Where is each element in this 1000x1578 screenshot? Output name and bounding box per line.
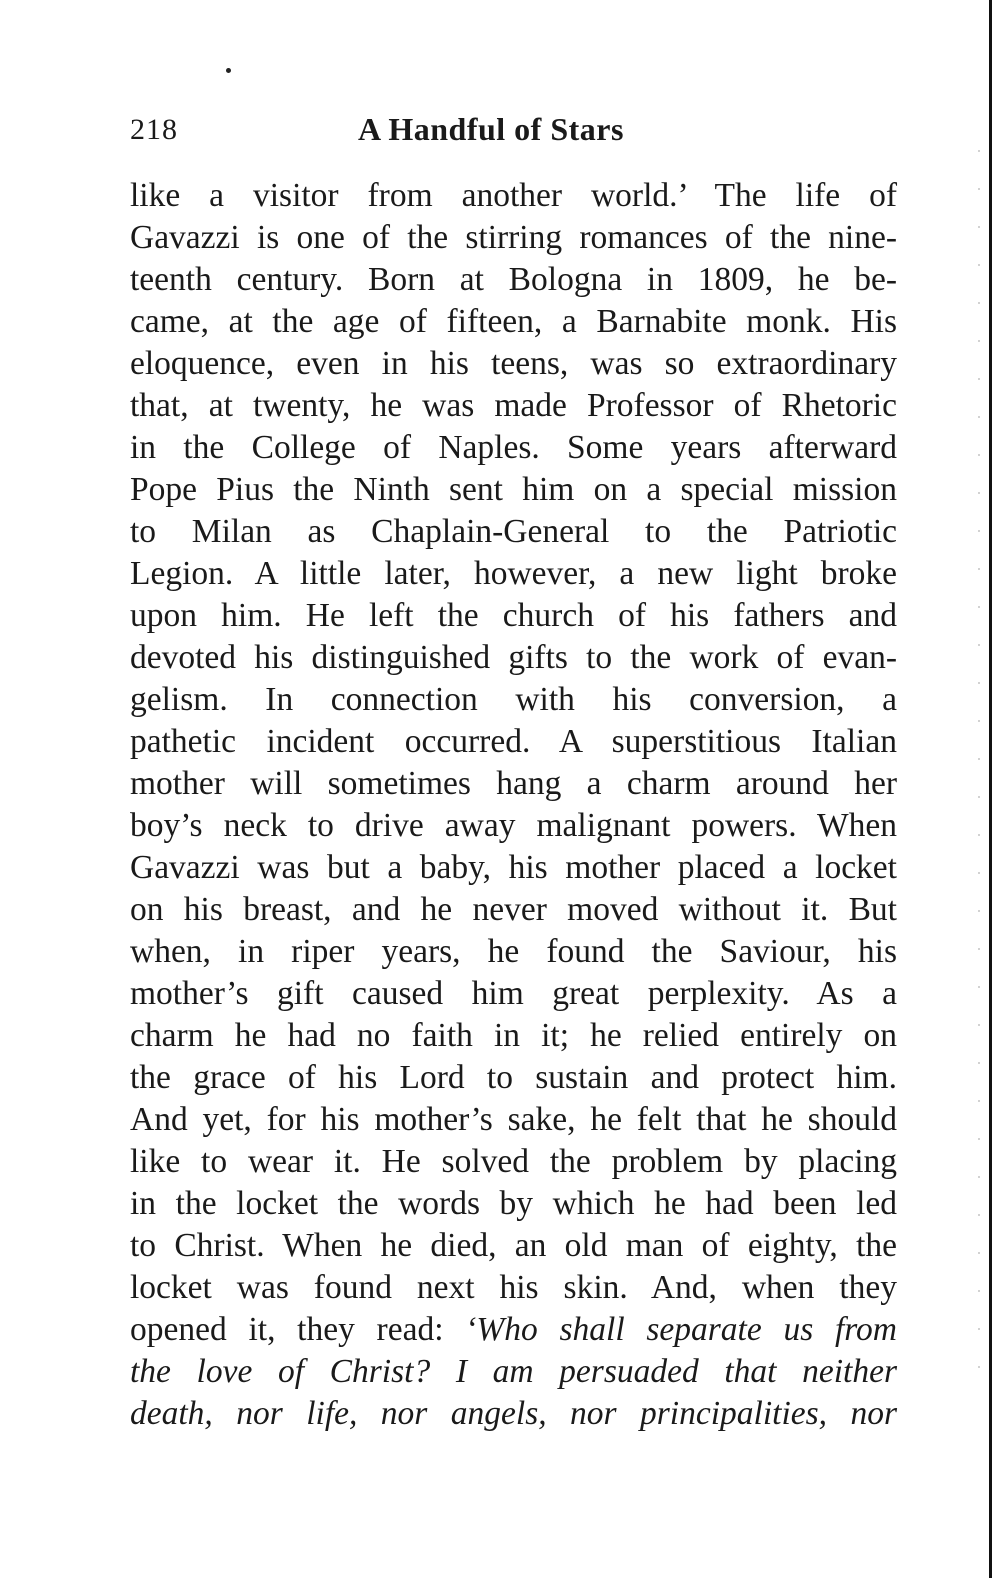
text-line: And yet, for his mother’s sake, he felt that he should [130,1101,897,1138]
quotation-line: death, nor life, nor angels, nor principalities, nor [130,1395,897,1432]
text-line: charm he had no faith in it; he relied entirely on [130,1017,897,1054]
scan-specks [978,150,980,1400]
text-line: pathetic incident occurred. A superstitious Italian [130,723,897,760]
text-line: to Milan as Chaplain-General to the Patriotic [130,513,897,550]
text-line: upon him. He left the church of his fathers and [130,597,897,634]
page-number: 218 [130,113,178,146]
text-line: in the locket the words by which he had been led [130,1185,897,1222]
body-text [130,175,897,1435]
running-title: A Handful of Stars [358,111,624,147]
text-line: eloquence, even in his teens, was so extraordinary [130,345,897,382]
text-line: on his breast, and he never moved without it. But [130,891,897,928]
text-line: when, in riper years, he found the Saviour, his [130,933,897,970]
text-line: Pope Pius the Ninth sent him on a special mission [130,471,897,508]
text-line: to Christ. When he died, an old man of eighty, the [130,1227,897,1264]
text-line-plain-part: opened it, they read: [130,1311,444,1348]
text-line: locket was found next his skin. And, when they [130,1269,897,1306]
page-edge-shadow [989,0,992,1578]
text-line: that, at twenty, he was made Professor of Rhetoric [130,387,897,424]
text-line: the grace of his Lord to sustain and protect him. [130,1059,897,1096]
text-line: mother will sometimes hang a charm around her [130,765,897,802]
text-line: teenth century. Born at Bologna in 1809, he be- [130,261,897,298]
text-line: Legion. A little later, however, a new light broke [130,555,897,592]
text-line: in the College of Naples. Some years afterward [130,429,897,466]
quotation-start: ‘Who shall separate us from [465,1311,897,1348]
text-line: like a visitor from another world.’ The life of [130,177,897,214]
text-line-mixed [130,1309,897,1351]
ink-speck [226,68,231,73]
text-line: devoted his distinguished gifts to the work of evan- [130,639,897,676]
text-line: boy’s neck to drive away malignant powers. When [130,807,897,844]
text-line: Gavazzi is one of the stirring romances of the nine- [130,219,897,256]
text-line: gelism. In connection with his conversion, a [130,681,897,718]
text-line: Gavazzi was but a baby, his mother placed a locket [130,849,897,886]
page-header [130,113,900,153]
text-line: like to wear it. He solved the problem by placing [130,1143,897,1180]
text-line: mother’s gift caused him great perplexity. As a [130,975,897,1012]
text-line: came, at the age of fifteen, a Barnabite monk. His [130,303,897,340]
quotation-line: the love of Christ? I am persuaded that neither [130,1353,897,1390]
